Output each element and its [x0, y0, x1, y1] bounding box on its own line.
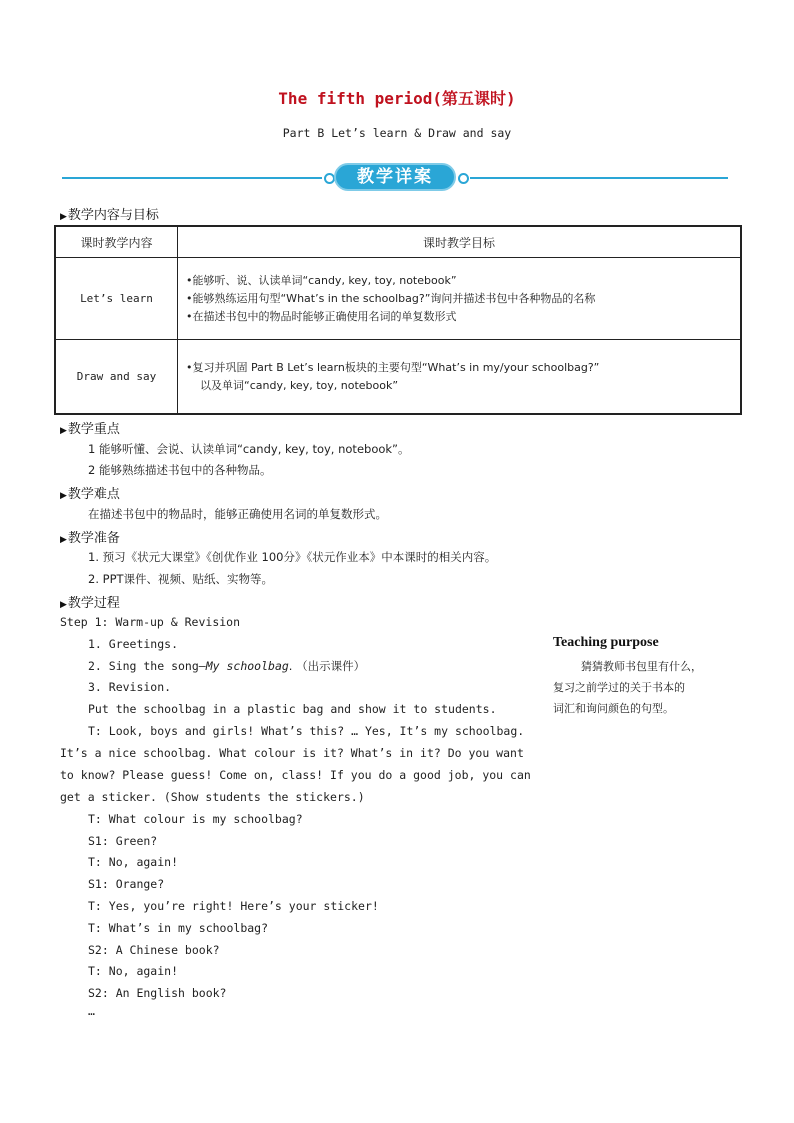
section-preparation: ▶教学准备 — [60, 531, 120, 546]
preparation-item: 2. PPT课件、视频、贴纸、实物等。 — [88, 572, 274, 586]
dialogue-line: T: What’s in my schoolbag? — [88, 921, 269, 935]
goal-line: •能够听、说、认读单词“candy, key, toy, notebook” — [186, 273, 457, 287]
page-title: The fifth period(第五课时) — [278, 89, 516, 108]
key-point-item: 1 能够听懂、会说、认读单词“candy, key, toy, notebook”。 — [88, 442, 410, 456]
key-point-item: 2 能够熟练描述书包中的各种物品。 — [88, 463, 272, 477]
table-row — [55, 258, 741, 340]
process-text: T: Look, boys and girls! What’s this? … Yes, It’s my schoolbag. — [88, 724, 525, 738]
dialogue-line: S1: Orange? — [88, 877, 165, 891]
goal-line: •能够熟练运用句型“What’s in the schoolbag?”询问并描述书包中各种物品的名称 — [186, 291, 596, 305]
goal-line: •复习并巩固 Part B Let’s learn板块的主要句型“What’s in my/your schoolbag?” — [186, 360, 600, 374]
goal-line: 以及单词“candy, key, toy, notebook” — [200, 378, 399, 392]
section-banner — [62, 163, 728, 193]
table-cell-content: Draw and say — [55, 340, 178, 414]
difficulty-item: 在描述书包中的物品时，能够正确使用名词的单复数形式。 — [88, 507, 387, 521]
process-item: 3. Revision. — [88, 680, 172, 694]
section-process: ▶教学过程 — [60, 596, 120, 611]
process-text: to know? Please guess! Come on, class! If you do a good job, you can — [60, 768, 531, 782]
step-heading: Step 1: Warm-up & Revision — [60, 615, 241, 629]
table-cell-goals — [178, 258, 742, 340]
triangle-icon: ▶ — [60, 212, 67, 222]
dialogue-line: T: What colour is my schoolbag? — [88, 812, 303, 826]
dialogue-line: S2: A Chinese book? — [88, 943, 220, 957]
preparation-item: 1. 预习《状元大课堂》《创优作业 100分》《状元作业本》中本课时的相关内容。 — [88, 550, 497, 564]
triangle-icon: ▶ — [60, 426, 67, 436]
table-header-goals: 课时教学目标 — [178, 226, 742, 258]
goals-table — [54, 225, 742, 415]
dialogue-line: T: Yes, you’re right! Here’s your sticker! — [88, 899, 379, 913]
side-note-line: 复习之前学过的关于书本的 — [553, 681, 685, 694]
triangle-icon: ▶ — [60, 600, 67, 610]
section-key-points: ▶教学重点 — [60, 422, 120, 437]
side-note-line: 猜猜教师书包里有什么， — [581, 660, 702, 673]
side-note-text — [553, 656, 731, 719]
banner-dot-right — [458, 173, 469, 184]
triangle-icon: ▶ — [60, 491, 67, 501]
dialogue-line: S1: Green? — [88, 834, 158, 848]
table-cell-goals — [178, 340, 742, 414]
table-header-content: 课时教学内容 — [55, 226, 178, 258]
process-text: It’s a nice schoolbag. What colour is it? What’s in it? Do you want — [60, 746, 524, 760]
page-subtitle: Part B Let’s learn & Draw and say — [282, 126, 512, 140]
dialogue-line: T: No, again! — [88, 964, 179, 978]
side-note-line: 词汇和询问颜色的句型。 — [553, 702, 674, 715]
dialogue-line: … — [88, 1004, 95, 1018]
banner-line-left — [62, 177, 322, 179]
dialogue-line: T: No, again! — [88, 855, 179, 869]
banner-line-right — [470, 177, 728, 179]
table-row — [55, 340, 741, 414]
song-title: My schoolbag — [205, 659, 289, 673]
dialogue-line: S2: An English book? — [88, 986, 227, 1000]
side-note-title: Teaching purpose — [553, 635, 659, 650]
table-header-row — [55, 226, 741, 258]
process-text: get a sticker. (Show students the stickers.) — [60, 790, 365, 804]
triangle-icon: ▶ — [60, 535, 67, 545]
process-item: 1. Greetings. — [88, 637, 179, 651]
table-cell-content: Let’s learn — [55, 258, 178, 340]
section-content-goals: ▶教学内容与目标 — [60, 208, 159, 223]
process-text: Put the schoolbag in a plastic bag and show it to students. — [88, 702, 497, 716]
section-difficulties: ▶教学难点 — [60, 487, 120, 502]
goal-line: •在描述书包中的物品时能够正确使用名词的单复数形式 — [186, 309, 457, 323]
banner-label: 教学详案 — [334, 163, 456, 191]
process-item: 2. Sing the song—My schoolbag. （出示课件） — [88, 659, 366, 673]
